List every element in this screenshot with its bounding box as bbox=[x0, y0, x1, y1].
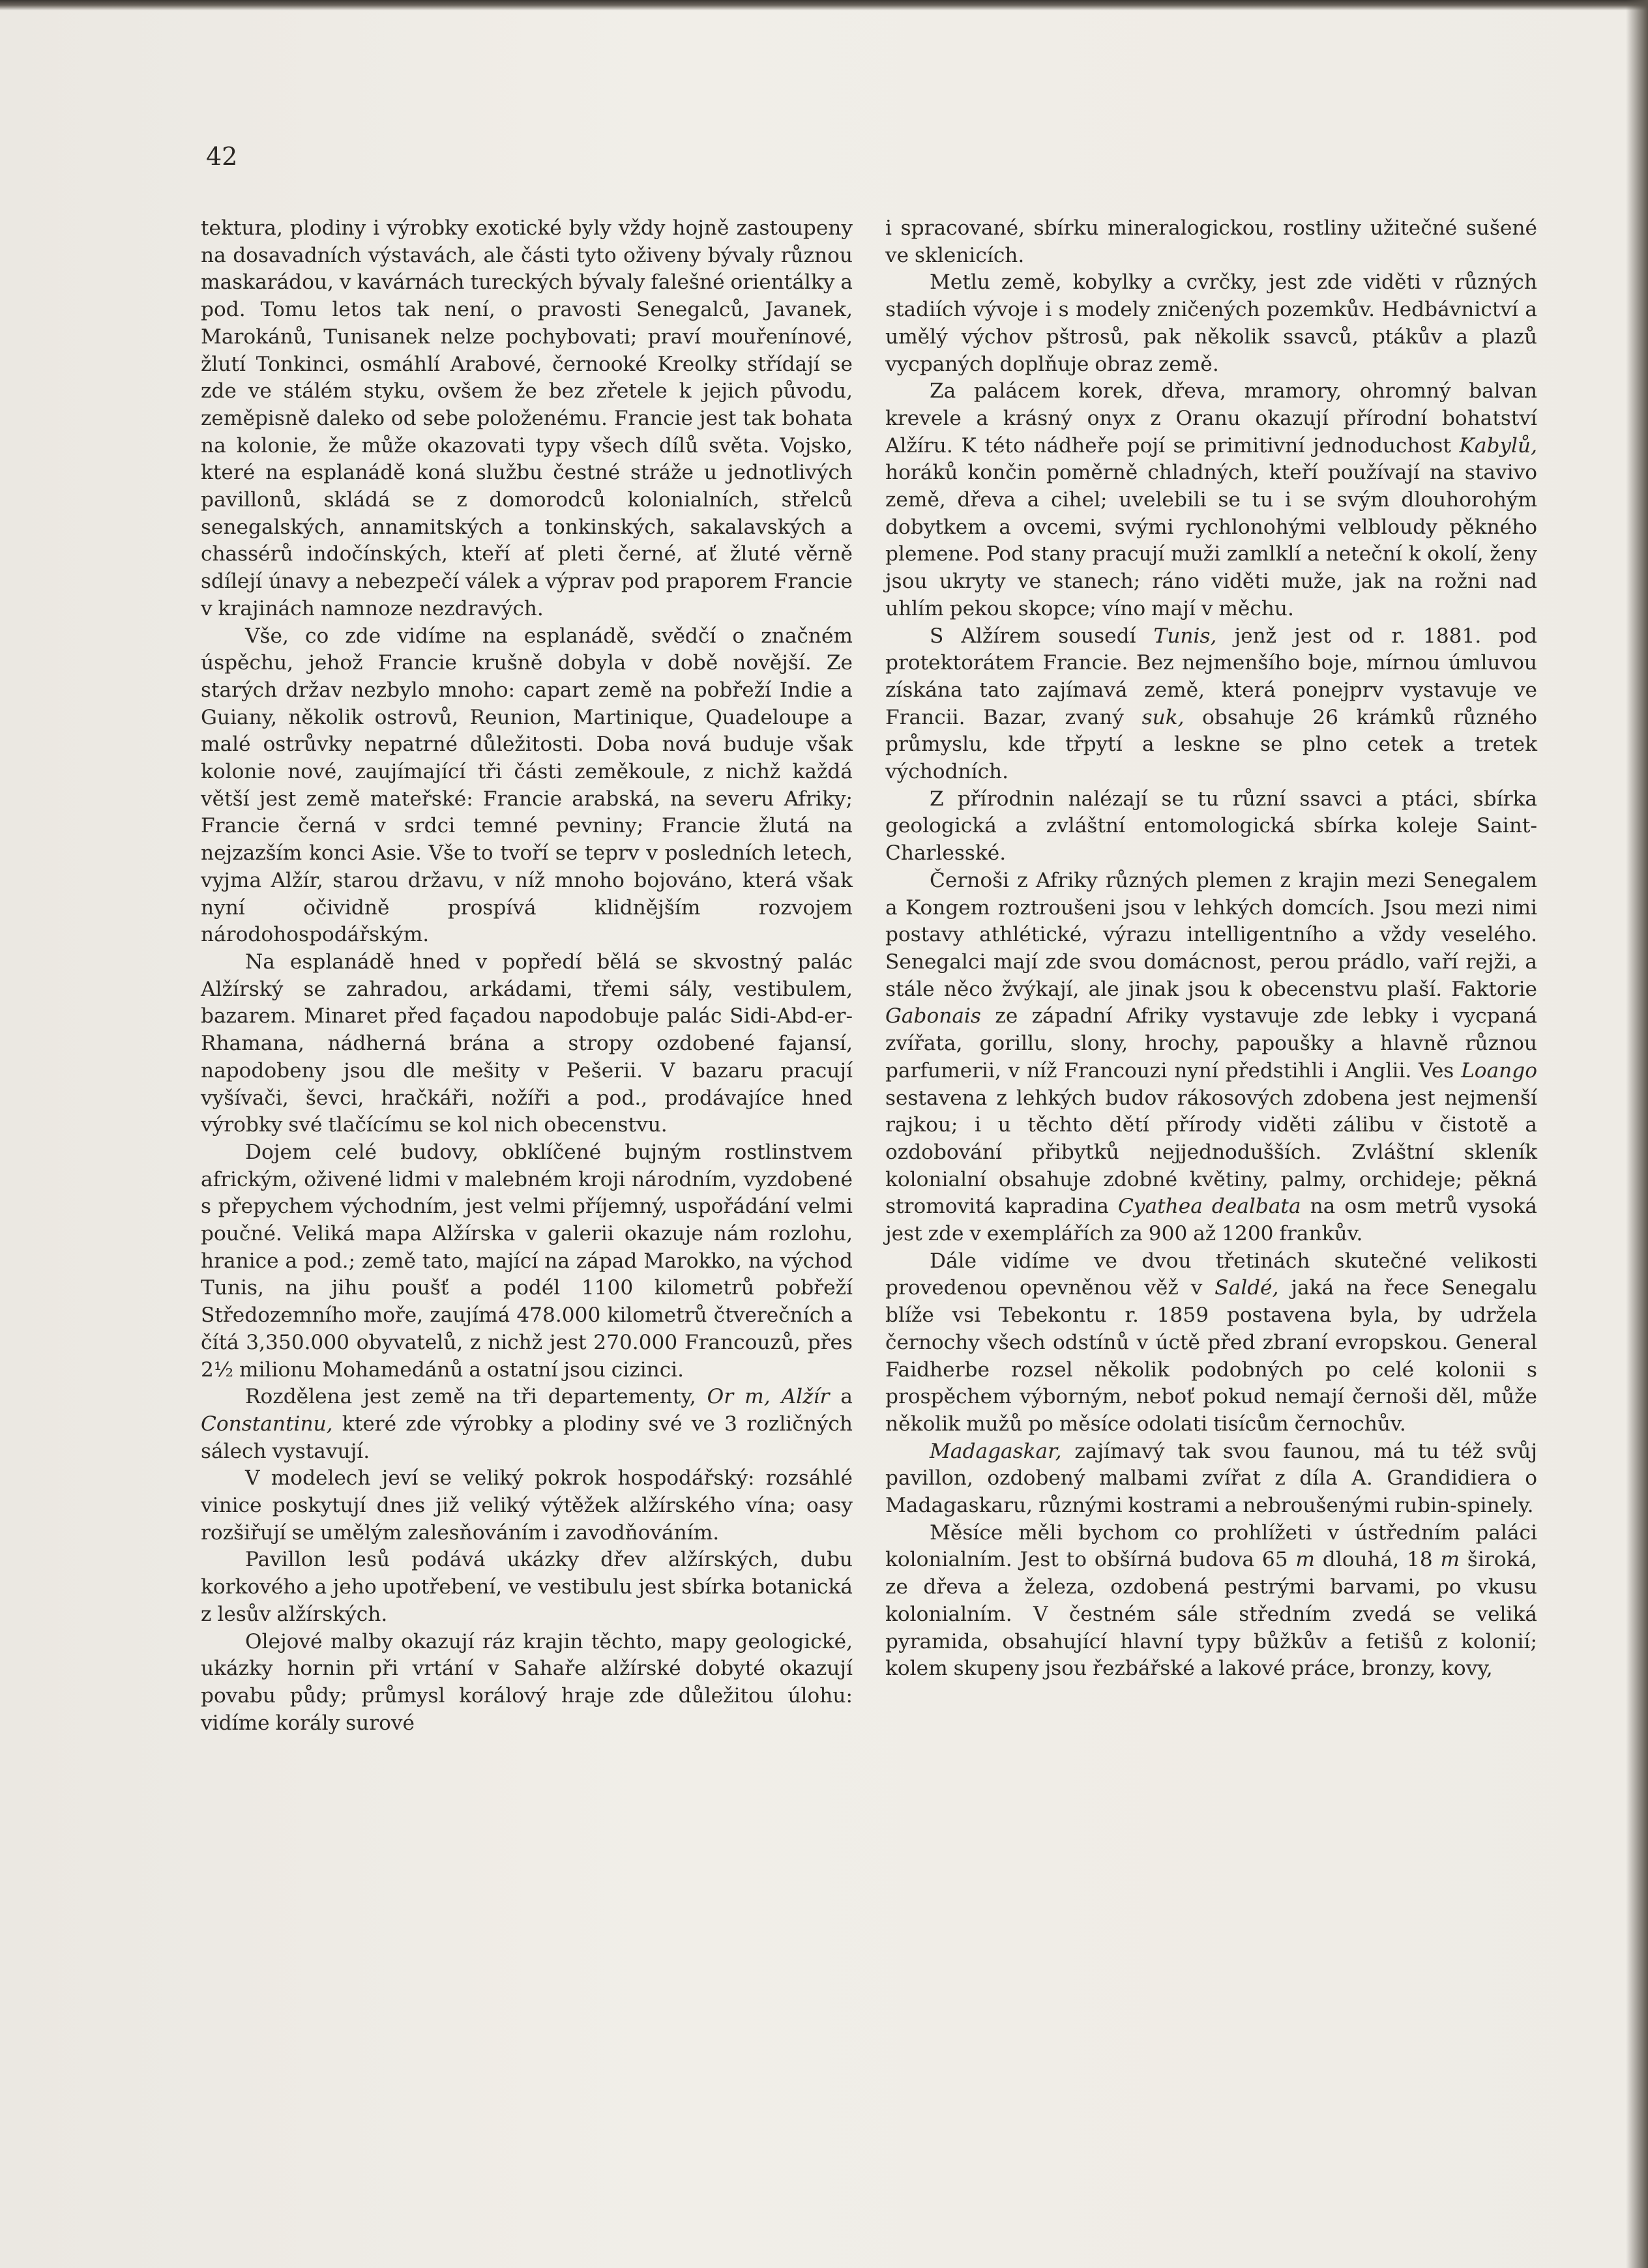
right-column bbox=[885, 215, 1537, 1683]
italic-term: Loango bbox=[1461, 1058, 1537, 1083]
paragraph bbox=[885, 1438, 1537, 1520]
paragraph: Z přírodnin nalézají se tu různí ssavci a ptáci, sbírka geologická a zvláštní entomologická sbírka kolejе Saint-Charlesské. bbox=[885, 787, 1537, 865]
italic-term: Madagaskar, bbox=[930, 1439, 1062, 1463]
paragraph: Vše, co zde vidíme na esplanádě, svědčí o značném úspěchu, jehož Francie krušně dobyla v době novější. Ze starých držav nezbylo mnoho: capart země na pobřeží Indie a Guiany, několik ostrovů, Reunion, Martinique, Quadeloupe a malé ostrůvky nepatrné důležitosti. Doba nová buduje však kolonie nové, zaujímající tři části zeměkoule, z nichž každá větší jest země mateřské: Francie arabská, na severu Afriky; Francie černá v srdci temné pevniny; Francie žlutá na nejzazším konci Asie. Vše to tvoří se teprv v posledních letech, vyjma Alžír, starou državu, v níž mnoho bojováno, která však nyní očividně prospívá klidnějším rozvojem národohospodářským. bbox=[201, 624, 853, 947]
page-number: 42 bbox=[206, 142, 238, 171]
text-run: ze západní Afriky vystavuje zde lebky i vycpaná zvířata, gorillu, slony, hrochy, papoušky a hlavně různou parfumerii, v níž Francouzi nyní předstihli i Anglii. Ves bbox=[885, 1004, 1537, 1083]
paragraph bbox=[885, 1520, 1537, 1683]
paragraph: tektura, plodiny i výrobky exotické byly vždy hojně zastoupeny na dosavadních výstavách, ale části tyto oživeny bývaly různou maskarádou, v kavárnách tureckých bývaly falešné orientálky a pod. Tomu letos tak není, o pravosti Senegalců, Javanek, Marokánů, Tunisanek nelze pochybovati; praví mouřenínové, žlutí Tonkinci, osmáhlí Arabové, černooké Kreolky střídají se zde ve stálém styku, ovšem že bez zřetele k jejich původu, zeměpisně daleko od sebe položenému. Francie jest tak bohata na kolonie, že může okazovati typy všech dílů světa. Vojsko, které na esplanádě koná službu čestné stráže u jednotlivých pavillonů, skládá se z domorodců kolonialních, střelců senegalských, annamitských a tonkinských, sakalavských a chassérů indočínských, kteří ať pleti černé, ať žluté věrně sdílejí únavy a nebezpečí válek a výprav pod praporem Francie v krajinách namnoze nezdravých. bbox=[201, 216, 853, 620]
text-run: široká, ze dřeva a železa, ozdobená pestrými barvami, po vkusu kolonialním. V čestném sále středním zvedá se veliká pyramida, obsahující hlavní typy bůžkův a fetišů z kolonií; kolem skupeny jsou řezbářské a lakové práce, bronzy, kovy, bbox=[885, 1548, 1538, 1681]
text-run: jenž jest od r. 1881. pod protektorátem Francie. Bez nejmenšího boje, mírnou úmluvou získána tato zajímavá země, která ponejprv vystavuje ve Francii. Bazar, zvaný bbox=[885, 624, 1537, 729]
italic-term: Saldé, bbox=[1214, 1276, 1279, 1300]
text-run: Za palácem korek, dřeva, mramory, ohromný balvan krevele a krásný onyx z Oranu okazují přírodní bohatství Alžíru. K této nádheře pojí se primitivní jednoduchost bbox=[885, 379, 1537, 458]
text-run: S Alžírem sousedí bbox=[930, 624, 1154, 648]
paragraph: Pavillon lesů podává ukázky dřev alžírských, dubu korkového a jeho upotřebení, ve vestibulu jest sbírka botanická z lesův alžírských. bbox=[201, 1548, 853, 1626]
text-run bbox=[771, 1385, 782, 1408]
text-run: Černoši z Afriky různých plemen z krajin mezi Senegalem a Kongem roztroušeni jsou v lehkých domcích. Jsou mezi nimi postavy athlétické, výrazu intelligentního a vždy veselého. Senegalci mají zde svou domácnost, perou prádlo, vaří rejži, a stále něco žvýkají, ale jinak jsou k obecenstvu plaší. Faktorie bbox=[885, 868, 1537, 1001]
text-run: jaká na řece Senegalu blíže vsi Tebekontu r. 1859 postavena byla, by udržela černochy všech odstínů v úctě před zbraní evropskou. General Faidherbe rozsel několik podobných po celé kolonii s prospěchem výborným, neboť pokud nemají černoši děl, může několik mužů po měsíce odolati tisícům černochův. bbox=[885, 1276, 1537, 1436]
paragraph bbox=[885, 1248, 1537, 1438]
paragraph: i spracované, sbírku mineralogickou, rostliny užitečné sušené ve sklenicích. bbox=[885, 216, 1537, 267]
paragraph: Na esplanádě hned v popředí bělá se skvostný palác Alžírský se zahradou, arkádami, třemi sály, vestibulem, bazarem. Minaret před façadou napodobuje palác Sidi-Abd-er-Rhamana, nádherná brána a stropy ozdobené fajansí, napodobeny jsou dle mešity v Pešerii. V bazaru pracují vyšívači, ševci, hračkáři, nožíři a pod., prodávajíce hned výrobky své tlačícímu se kol nich obecenstvu. bbox=[201, 950, 853, 1137]
italic-term: Alžír bbox=[781, 1385, 830, 1409]
text-run: horáků končin poměrně chladných, kteří používají na stavivo země, dřeva a cihel; uvelebili se tu i se svým dlouhorohým dobytkem a ovcemi, svými rychlonohými velbloudy pěkného plemene. Pod stany pracují muži zamlklí a neteční k okolí, ženy jsou ukryty ve stanech; ráno viděti muže, jak na rožni nad uhlím pekou skopce; víno mají v měchu. bbox=[885, 461, 1537, 620]
scan-top-edge bbox=[0, 0, 1648, 10]
text-run: a bbox=[829, 1385, 853, 1409]
paragraph: V modelech jeví se veliký pokrok hospodářský: rozsáhlé vinice poskytují dnes již veliký výtěžek alžírského vína; oasy rozšiřují se umělým zalesňováním i zavodňováním. bbox=[201, 1466, 853, 1545]
italic-term: Or m, bbox=[707, 1385, 771, 1409]
italic-term: suk, bbox=[1141, 705, 1184, 729]
text-run: Měsíce měli bychom co prohlížeti v ústředním paláci kolonialním. Jest to obšírná budova 65 bbox=[885, 1520, 1537, 1572]
text-run: obsahuje 26 krámků různého průmyslu, kde třpytí a leskne se plno cetek a tretek východních. bbox=[885, 705, 1537, 784]
left-column bbox=[201, 215, 853, 1737]
italic-term: Gabonais bbox=[885, 1004, 981, 1028]
italic-term: m bbox=[1440, 1548, 1460, 1572]
paragraph: Olejové malby okazují ráz krajin těchto, mapy geologické, ukázky hornin při vrtání v Sahaře alžírské dobyté okazují povabu půdy; průmysl korálový hraje zde důležitou úlohu: vidíme korály surové bbox=[201, 1629, 853, 1735]
italic-term: Kabylů, bbox=[1459, 433, 1537, 458]
scan-right-edge bbox=[1626, 0, 1648, 2268]
text-run: na osm metrů vysoká jest zde v exemplářích za 900 až 1200 frankův. bbox=[885, 1195, 1537, 1246]
italic-term: Constantinu, bbox=[201, 1412, 333, 1436]
text-run: Rozdělena jest země na tři departementy, bbox=[245, 1385, 707, 1409]
paragraph: Metlu země, kobylky a cvrčky, jest zde viděti v různých stadiích vývoje i s modely zničených pozemkův. Hedbávnictví a umělý výchov pštrosů, pak několik ssavců, ptákův a plazů vycpaných doplňuje obraz země. bbox=[885, 270, 1537, 376]
italic-term: m bbox=[1295, 1548, 1315, 1572]
paragraph bbox=[885, 623, 1537, 786]
paragraph bbox=[885, 378, 1537, 622]
text-run: sestavena z lehkých budov rákosových zdobena jest nejmenší rajkou; i u těchto dětí přírody viděti zálibu v čistotě a ozdobování přibytků nejjednodušších. Zvláštní skleník kolonialní obsahuje zdobné květiny, palmy, orchideje; pěkná stromovitá kapradina bbox=[885, 1086, 1537, 1219]
italic-term: Cyathea dealbata bbox=[1118, 1195, 1301, 1219]
text-run: dlouhá, 18 bbox=[1314, 1548, 1441, 1572]
paragraph: Dojem celé budovy, obklíčené bujným rostlinstvem africkým, oživené lidmi v malebném kroji národním, vyzdobené s přepychem východním, jest velmi příjemný, uspořádání velmi poučné. Veliká mapa Alžírska v galerii okazuje nám rozlohu, hranice a pod.; země tato, mající na západ Marokko, na východ Tunis, na jihu poušť a podél 1100 kilometrů pobřeží Středozemního moře, zaujímá 478.000 kilometrů čtverečních a čítá 3,350.000 obyvatelů, z nichž jest 270.000 Francouzů, přes 2½ milionu Mohamedánů a ostatní jsou cizinci. bbox=[201, 1140, 853, 1382]
text-run: Dále vidíme ve dvou třetinách skutečné velikosti provedenou opevněnou věž v bbox=[885, 1249, 1537, 1300]
paragraph bbox=[201, 1384, 853, 1465]
text-run: které zde výrobky a plodiny své ve 3 rozličných sálech vystavují. bbox=[201, 1412, 853, 1463]
text-run: zajímavý tak svou faunou, má tu též svůj pavillon, ozdobený malbami zvířat z díla A. Grandidiera o Madagaskaru, různými kostrami a nebroušenými rubin-spinely. bbox=[885, 1439, 1537, 1518]
paragraph bbox=[885, 867, 1537, 1248]
italic-term: Tunis, bbox=[1153, 624, 1217, 648]
